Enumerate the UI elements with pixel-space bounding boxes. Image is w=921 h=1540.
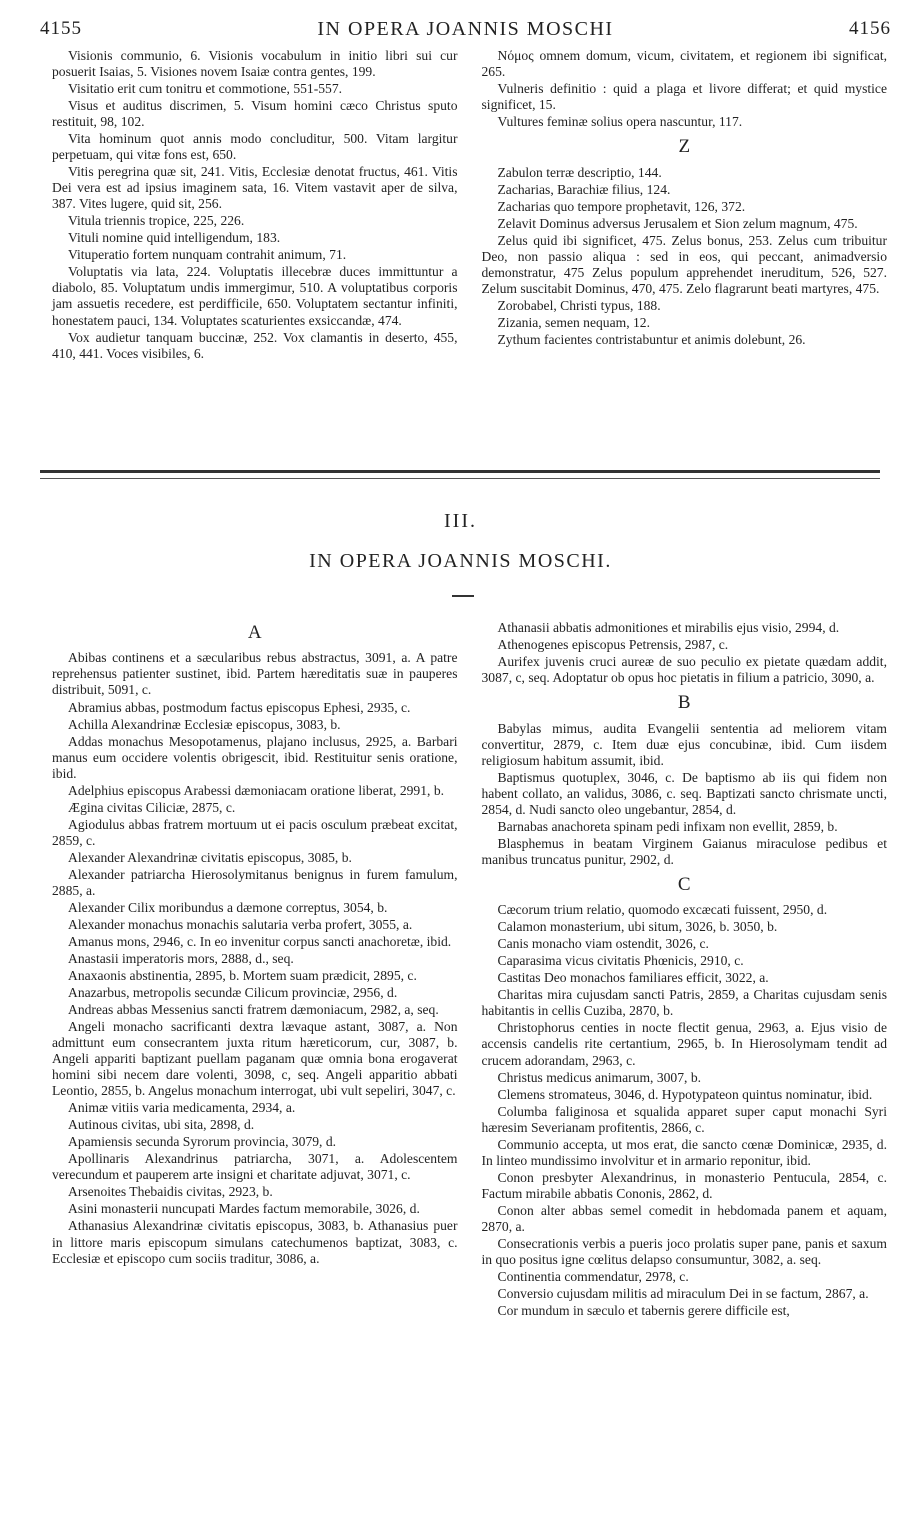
index-entry: Christophorus centies in nocte flectit genua, 2963, a. Ejus visio de accensis candelis rite certantium, 2965, b. In Hierosolymam tendit ad crucem adorandam, 2963, c. [481,1020,887,1068]
index-entry: Clemens stromateus, 3046, d. Hypotypateon quintus nominatur, ibid. [497,1086,873,1102]
index-entry: Christus medicus animarum, 3007, b. [497,1069,702,1085]
running-title: IN OPERA JOANNIS MOSCHI [317,17,614,40]
index-entry: Vituperatio fortem nunquam contrahit animum, 71. [68,247,347,263]
index-entry: Athanasius Alexandrinæ civitatis episcopus, 3083, b. Athanasius puer in littore maris episcopum simulans catechumenos baptizat, 3083, c. Ecclesiæ et episcopo cum sociis traditur, 3086, a. [52,1218,458,1266]
index-letter-heading: C [677,873,691,895]
bottom-left-column [52,620,458,1320]
section-number: III. [444,510,477,532]
index-entry: Conon presbyter Alexandrinus, in monasterio Pentucula, 2854, c. Factum mirabile abbatis Cononis, 2862, d. [481,1169,887,1201]
index-entry: Canis monacho viam ostendit, 3026, c. [497,936,709,952]
index-entry: Baptismus quotuplex, 3046, c. De baptismo ab iis qui fidem non habent collato, an validus, 3086, c. seq. Baptizati sancto chrismate uncti, 2854, d. Nudi sancto oleo ungebantur, 2854, d. [481,769,887,817]
index-entry: Vitula triennis tropice, 225, 226. [68,213,245,229]
top-index-block [52,48,887,363]
index-entry: Zythum facientes contristabuntur et animis dolebunt, 26. [497,331,806,347]
index-entry: Blasphemus in beatam Virginem Gaianus miraculose pedibus et manibus truncatus punitur, 2902, d. [481,835,887,867]
index-entry: Cor mundum in sæculo et tabernis gerere difficile est, [497,1302,790,1318]
index-entry: Babylas mimus, audita Evangelii sententia ad meliorem vitam convertitur, 2879, c. Item duæ ejus concubinæ, ibid. Cum iisdem religiosum habitum assumit, ibid. [481,720,887,768]
page-header [40,14,891,44]
index-entry: Castitas Deo monachos familiares efficit, 3022, a. [497,970,769,986]
index-entry: Amanus mons, 2946, c. In eo invenitur corpus sancti anachoretæ, ibid. [68,933,452,949]
index-entry: Caparasima vicus civitatis Phœnicis, 2910, c. [497,953,744,969]
index-entry: Vox audietur tanquam buccinæ, 252. Vox clamantis in deserto, 455, 410, 441. Voces visibiles, 6. [52,329,458,361]
index-entry: Calamon monasterium, ubi situm, 3026, b. 3050, b. [497,919,778,935]
section-divider-thin [40,478,880,479]
index-entry: Andreas abbas Messenius sancti fratrem dæmoniacum, 2982, a, seq. [68,1002,439,1018]
section-divider-thick [40,470,880,473]
top-right-column [482,48,888,363]
index-entry: Vituli nomine quid intelligendum, 183. [68,230,281,246]
index-entry: Conversio cujusdam militis ad miraculum Dei in se factum, 2867, a. [497,1285,869,1301]
index-entry: Consecrationis verbis a pueris joco prolatis super pane, panis et saxum in quo positus igne cœlitus delapso consumuntur, 3082, a. seq. [481,1235,887,1267]
index-entry: Νόμος omnem domum, vicum, civitatem, et regionem ibi significat, 265. [481,48,887,80]
index-entry: Agiodulus abbas fratrem mortuum ut ei pacis osculum præbeat excitat, 2859, c. [52,816,458,848]
index-entry: Zizania, semen nequam, 12. [497,314,650,330]
index-entry: Columba faliginosa et squalida apparet super caput monachi Syri hæresim Severianam profitentis, 2866, c. [481,1103,887,1135]
index-entry: Anazarbus, metropolis secundæ Cilicum provinciæ, 2956, d. [68,985,398,1001]
index-entry: Angeli monacho sacrificanti dextra lævaque astant, 3087, a. Non admittunt eum consecrantem juxta ritum hæreticorum, cur, 3087, b. Angeli appariti baptizant puellam paganam quæ omnia bona erogaverat homini sibi necem dare volenti, 3098, c, seq. Angeli apparitio abbati Leontio, 2855, b. Angelus monachum interrogat, ubi vult sepeliri, 3047, c. [52,1019,458,1099]
index-entry: Visus et auditus discrimen, 5. Visum homini cæco Christus sputo restituit, 98, 102. [52,98,458,130]
title-dash [452,595,474,597]
top-left-column [52,48,458,363]
index-entry: Vita hominum quot annis modo concluditur, 500. Vitam largitur perpetuam, qui vitæ fons est, 650. [52,131,458,163]
index-entry: Zelus quid ibi significet, 475. Zelus bonus, 253. Zelus cum tribuitur Deo, non passio aliqua : sed in eos, qui peccant, animadversio demonstratur, 475 Zelus populum apprehendet ineruditum, 526, 527. Zelum suscitabit Dominus, 470, 475. Zelo flagrarunt beati martyres, 475. [481,232,887,296]
index-letter-heading: A [247,622,262,643]
index-entry: Alexander Cilix moribundus a dæmone correptus, 3054, b. [68,899,388,915]
left-page-number: 4155 [40,18,82,39]
index-entry: Ægina civitas Ciliciæ, 2875, c. [68,799,236,815]
index-entry: Anaxaonis abstinentia, 2895, b. Mortem suam prædicit, 2895, c. [68,968,417,983]
index-entry: Alexander monachus monachis salutaria verba profert, 3055, a. [68,916,413,932]
index-entry: Continentia commendatur, 2978, c. [497,1268,689,1284]
index-entry: Voluptatis via lata, 224. Voluptatis illecebræ duces immittuntur a diabolo, 85. Voluptatum undis immergimur, 510. A voluptatibus corporis jam assuetis recedere, est perdifficile, 650. Voluptatem sectantur infiniti, honestatem pauci, 134. Voluptates scaturientes exsiccandæ, 474. [52,264,458,328]
index-letter-heading: Z [678,136,691,158]
index-entry: Vultures feminæ solius opera nascuntur, 117. [497,114,743,130]
index-entry: Charitas mira cujusdam sancti Patris, 2859, a Charitas cujusdam senis habitantis in cellis Cuziba, 2870, b. [481,987,887,1019]
index-entry: Communio accepta, ut mos erat, die sancto cœnæ Dominicæ, 2935, d. In linteo mundissimo involvitur et in armario reponitur, ibid. [481,1136,887,1168]
index-entry: Athanasii abbatis admonitiones et mirabilis ejus visio, 2994, d. [497,620,840,635]
index-entry: Alexander patriarcha Hierosolymitanus benignus in furem famulum, 2885, a. [52,866,458,898]
index-entry: Zacharias quo tempore prophetavit, 126, 372. [497,198,746,214]
index-entry: Autinous civitas, ubi sita, 2898, d. [68,1117,255,1133]
index-entry: Abramius abbas, postmodum factus episcopus Ephesi, 2935, c. [68,699,411,715]
index-entry: Athenogenes episcopus Petrensis, 2987, c. [497,637,729,653]
index-letter-heading: B [677,692,691,714]
index-entry: Arsenoites Thebaidis civitas, 2923, b. [68,1184,273,1200]
bottom-index-block [52,620,887,1320]
index-entry: Addas monachus Mesopotamenus, plajano inclusus, 2925, a. Barbari manus eum occidere volentis obrigescit, ibid. Restituitur senis oratione, ibid. [52,733,458,781]
bottom-right-column [482,620,888,1320]
index-entry: Vitis peregrina quæ sit, 241. Vitis, Ecclesiæ denotat fructus, 461. Vitis Dei vera est ad ipsius imaginem sata, 16. Vitem vastavit aper de silva, 387. Vites lugere, quid sit, 256. [52,164,458,212]
index-entry: Zabulon terræ descriptio, 144. [497,164,662,180]
section-title: IN OPERA JOANNIS MOSCHI. [309,550,612,572]
index-entry: Animæ vitiis varia medicamenta, 2934, a. [68,1100,296,1116]
index-entry: Zorobabel, Christi typus, 188. [497,297,661,313]
right-page-number: 4156 [848,18,891,39]
index-entry: Abibas continens et a sæcularibus rebus abstractus, 3091, a. A patre reprehensus patienter sustinet, ibid. Partem hæreditatis suæ in pauperes distribuit, 5091, c. [52,650,458,698]
index-entry: Visitatio erit cum tonitru et commotione, 551-557. [68,81,343,97]
index-entry: Adelphius episcopus Arabessi dæmoniacam oratione liberat, 2991, b. [68,782,445,798]
index-entry: Aurifex juvenis cruci aureæ de suo peculio ex pietate quædam addit, 3087, c, seq. Adoptatur ob opus hoc pietatis in filium a patricio, 3090, a. [481,654,887,686]
index-entry: Achilla Alexandrinæ Ecclesiæ episcopus, 3083, b. [68,716,341,732]
index-entry: Vulneris definitio : quid a plaga et livore differat; et quid mystice significet, 15. [481,81,887,113]
index-entry: Zelavit Dominus adversus Jerusalem et Sion zelum magnum, 475. [497,215,858,231]
index-entry: Anastasii imperatoris mors, 2888, d., seq. [68,950,294,966]
index-entry: Asini monasterii nuncupati Mardes factum memorabile, 3026, d. [68,1201,420,1217]
index-entry: Barnabas anachoreta spinam pedi infixam non evellit, 2859, b. [497,818,838,834]
index-entry: Conon alter abbas semel comedit in hebdomada panem et aquam, 2870, a. [481,1202,887,1234]
index-entry: Cæcorum trium relatio, quomodo excæcati fuissent, 2950, d. [497,902,828,918]
index-entry: Visionis communio, 6. Visionis vocabulum in initio libri sui cur posuerit Isaias, 5. Visiones novem Isaiæ contra gentes, 199. [52,48,458,80]
index-entry: Zacharias, Barachiæ filius, 124. [497,181,671,197]
index-entry: Apollinaris Alexandrinus patriarcha, 3071, a. Adolescentem verecundum et pauperem arte insigni et charitate adjuvat, 3071, c. [52,1151,458,1183]
index-entry: Apamiensis secunda Syrorum provincia, 3079, d. [68,1134,337,1150]
index-entry: Alexander Alexandrinæ civitatis episcopus, 3085, b. [68,849,352,865]
